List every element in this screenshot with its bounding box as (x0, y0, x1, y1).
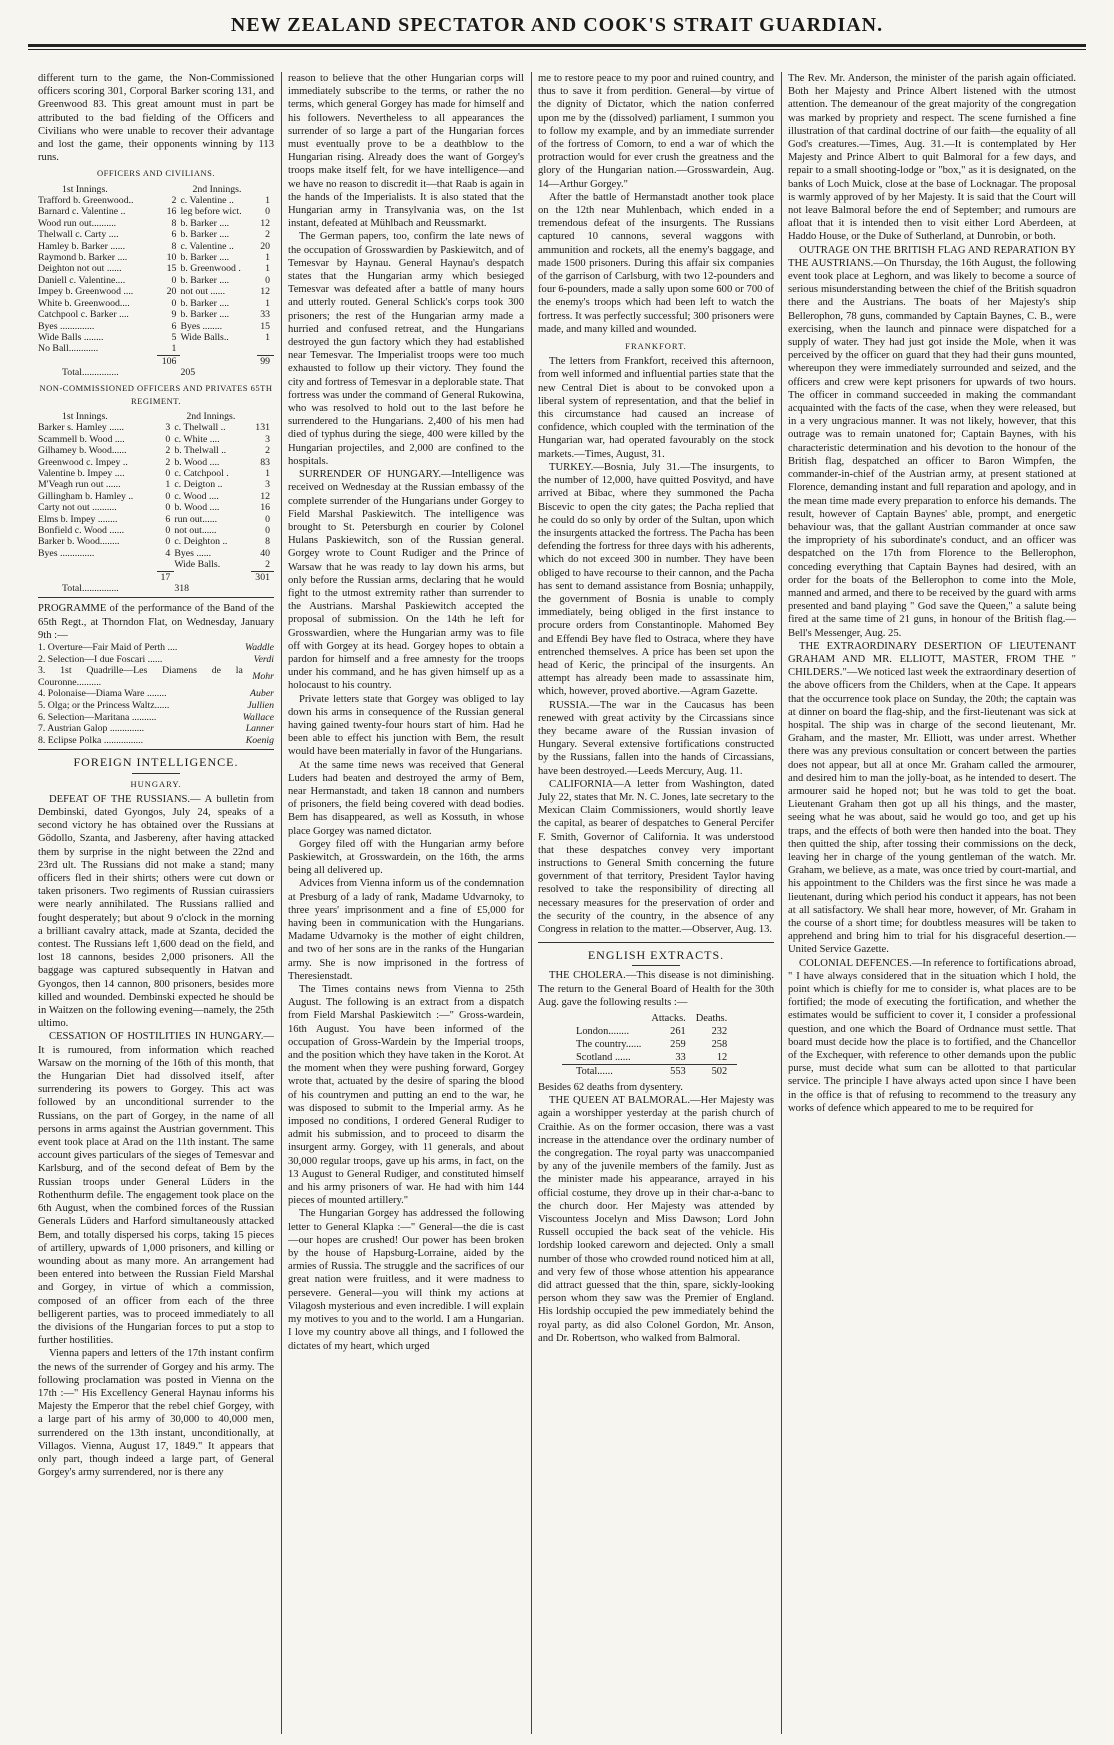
score1-cell: 6 (171, 320, 177, 332)
programme-item (38, 654, 274, 666)
article-lead: DEFEAT OF THE RUSSIANS. (49, 793, 191, 805)
score2-cell: not out...... (174, 525, 217, 536)
score1-row (38, 241, 274, 252)
programme-intro: PROGRAMME of the performance of the Band of the 65th Regt., at Thorndon Flat, on Wednesday, January 9th :— (38, 603, 274, 641)
score2-cell: 0 (165, 490, 171, 502)
score1-row (38, 195, 274, 206)
score1-cell: c. Valentine .. (180, 240, 234, 252)
score2-total: 318 (174, 583, 190, 595)
score2-row (38, 536, 274, 547)
column-rule (781, 72, 782, 1734)
score1-cell: Thelwall c. Carty .... (38, 229, 119, 241)
article-body: —Intelligence was received on Wednesday at the Russian embassy of the complete surrender of the Hungarians under Gorgey to Field Marshal Paskiewitch. The intelligence was brought to St. Petersburgh en courier by Colonel Hulans Paskiewitch, son of the Russian general. Gorgey wrote to Count Rudiger and the Prince of Warsaw that he was ready to lay down his arms, but only before the Russian arms, declaring that he would fight to the utmost extremity rather than surrender to the Austrians. Marshal Paskiewitch accepted the proposal of submission. On the 14th he left for Grosswardien, where the Hungarian army was to file off with Gorgey at its head. Gorgey hopes to obtain a pardon for himself and a free amnesty for the troops under his command, and he has given himself up as a holocaust to his country. (288, 469, 524, 692)
article-colonial-defences (788, 957, 1076, 1115)
score2-cell: Barker b. Wood........ (38, 536, 120, 548)
divider (132, 773, 179, 774)
score1-row (38, 218, 274, 229)
score2-cell: c. Thelwall .. (174, 422, 226, 434)
article-lead: CALIFORNIA (549, 778, 614, 790)
column-rule (281, 72, 282, 1734)
article-california (538, 778, 774, 936)
article-russia (538, 699, 774, 778)
score2-cell: Elms b. Impey ........ (38, 513, 118, 525)
cholera-total-label: Total...... (562, 1065, 651, 1079)
score1-row (38, 309, 274, 320)
article-queen (538, 1094, 774, 1345)
article-paragraph: After the battle of Hermanstadt another took place on the 12th near Muhlenbach, which ended in a tremendous defeat of the insurgents. The Russians captured 10 cannons, several waggons with ammunition and rockets, all the enemy's baggage, and made 1500 prisoners. During this affair six companies of the garrison of Carlsburg, with two 12-pounders and four 6-pounders, made a sally upon some 600 or 700 of the enemy's troops which had been left to watch the fortress. It was perfectly successful; 300 prisoners were made, and many killed and wounded. (538, 191, 774, 335)
cholera-total-deaths: 502 (696, 1065, 737, 1079)
score2-cell: c. Wood .... (174, 490, 219, 502)
column-rule (531, 72, 532, 1734)
score2-cell: 16 (260, 502, 270, 514)
article-body: —We noticed last week the extraordinary desertion of the above officers from the Childers, when at the Cape. It appears that the occurrence took place on Sunday, the 20th; the captain was at dinner on board the flag-ship, and the first-lieutenant was sick at hospital. The ship was in charge of the second lieutenant, Mr. Graham, and the master, Mr. Elliott, was under arrest. Whether there was any previous consultation or concert between the parties does not appear, but all at once Mr. Graham called the armourer, and desired him to man the jolly-boat, as he intended to desert. The armourer said he hoped not; but he was told to get the boat. Lieutenant Graham then got up all his things, and the master, seeing what he was about, said he would go too, and get up his traps, and the effects of both were then handed into the boat. They then quitted the ship, after tossing their commissions on the deck, leaving her in charge of the young gentleman of the watch. Mr. Graham, we believe, as a mate, was once tried by court-martial, and his appointment to the Childers was the first since he was made a lieutenant, during which period his conduct it appears, has not been at all satisfactory. We shall hear more, however, of Mr. Graham in the course of a short time; for doubtless measures will be taken to apprehend and bring him to trial for his disgraceful desertion.—United Service Gazette. (788, 667, 1076, 956)
score1-title: OFFICERS AND CIVILIANS. (97, 168, 215, 179)
score2-cell: Byes ...... (174, 547, 212, 559)
score1-head-2: 2nd Innings. (192, 183, 242, 195)
article-desertion (788, 640, 1076, 957)
article-paragraph: me to restore peace to my poor and ruined country, and thus to save it from perdition. General—by virtue of the dignity of Dictator, which the nation conferred upon me by the (dissolved) parliament, I summon you to follow my example, and by an immediate surrender of the fortress of Comorn, to end a war of which the protraction would for ever crush the greatness and the glory of the Hungarian nation.—Grosswardein, Aug. 14—Arthur Gorgey." (538, 73, 774, 190)
english-extracts-heading: ENGLISH EXTRACTS. (587, 948, 725, 963)
article-paragraph: Gorgey filed off with the Hungarian army before Paskiewitch, at Grosswardein, on the 16th, the arms being all delivered up. (288, 838, 524, 877)
score1-row (38, 252, 274, 263)
hungary-heading: HUNGARY. (130, 778, 182, 789)
score2-cell: c. Catchpool . (174, 467, 229, 479)
score2-cell: 2 (165, 445, 171, 457)
score1-cell: 0 (265, 206, 270, 218)
score2-cell: Bonfield c. Wood ...... (38, 525, 125, 536)
cholera-cell: 33 (675, 1052, 686, 1064)
score2-cell: Wide Balls. (174, 559, 221, 571)
article-paragraph: Advices from Vienna inform us of the condemnation at Presburg of a lady of rank, Madame Udvarnoky, to three years' imprisonment and a fine of £5,000 for having been in communication with the Hungarians. Madame Udvarnoky is the mother of eight children, and two of her sons are in the ranks of the Hungarian army. She is now imprisoned in the fortress of Theresienstadt. (288, 878, 524, 982)
article-paragraph: The Times contains news from Vienna to 25th August. The following is an extract from a dispatch from Field Marshal Paskiewitch :—" Gross-wardein, 16th August. You have been informed of the occupation of Gross-Wardein by the Imperial troops, and the position which they have taken in the Korot. At the moment when they were pushing forward, Gorgey wrote that, actuated by the desire of sparing the blood of his countrymen and putting an end to the war, he was disposed to submit to the Imperial army. As he imposed no conditions, I ordered General Rudiger to admit his submission, and to proceed to disarm the insurgent army. Gorgey, with 11 generals, and about 30,000 regular troops, gave up his arms, in fact, on the 13 August to General Rudiger, and constituted himself and his army prisoners of war. He had with him 144 pieces of mounted artillery." (288, 984, 524, 1207)
article-paragraph: reason to believe that the other Hungarian corps will immediately subscribe to the terms, or rather the no terms, which general Gorgey has made for himself and his followers. Nevertheless to all appearances the surrender of so large a part of the Hungarian forces must eventually prove to be a deathblow to the Hungarian rising. Already does the want of Gorgey's troops make itself felt, for we have intelligence—and we have no reason to discredit it—that Raab is again in the hands of the Imperialists. It is also stated that the Hungarian army in Transylvania was, on the 1st instant, defeated at Mühlbach and Reussmarkt. (288, 73, 524, 230)
score1-total-label: Total............... (62, 367, 119, 379)
score1-cell: 15 (166, 263, 177, 275)
score2-cell: 0 (265, 513, 270, 525)
cholera-cell: The country...... (576, 1039, 642, 1051)
score1-cell: 1 (265, 252, 270, 264)
score2-cell: 4 (165, 547, 171, 559)
score2-cell: Gilhamey b. Wood...... (38, 445, 127, 457)
divider (38, 749, 274, 750)
score2-cell: 0 (165, 502, 171, 514)
column-2 (288, 72, 524, 1734)
score2-cell: b. Thelwall .. (174, 445, 227, 457)
article-body: —On Thursday, the 16th August, the following event took place at Leghorn, and was likely to become a source of serious misunderstanding between the chief of the British squadron there and the Austrians. The boats of her Majesty's ship Bellerophon, 78 guns, commanded by Captain Baynes, C. B., were exercising, when the launch and pinnace were dispatched for a supply of water. They had just got inside the Mole, when it was perceived by the officer on guard that they had their guns mounted, whereupon they were immediately surrounded and seized, and the officers and crew were kept prisoners for upwards of two hours. The officer in command succeeded in making the commandant acquainted with the facts of the case, when they were released, but in a very ungracious manner. It was not likely, however, that this outrage was to remain unatoned for; Captain Baynes, with his characteristic determination and his devotion to the honour of the British flag, despatched an officer to Baron Wimpfen, the commander-in-chief of the Austrian army, at present stationed at Florence, demanding instant and full reparation and apology, and in the mean time made every preparation to enforce his demands. The result, however of Captain Baynes' able, prompt, and energetic behaviour was, that the gallant Austrian commander at once saw the impropriety of his subordinate's conduct, and an officer was despatched on the 17th from Florence to the Bellerophon, conceding everything that Captain Baynes had desired, with an order for the boats of the Bellerophon to come into the Mole, manned and armed, and there to be received by the guard with arms presented and band playing " God save the Queen," a salute being fired at the same time of 21 guns, in honour of the British flag.—Bell's Messenger, Aug. 25. (788, 257, 1076, 639)
score1-cell: Trafford b. Greenwood.. (38, 195, 134, 207)
score1-cell: Impey b. Greenwood .... (38, 286, 134, 298)
score1-cell: 2 (171, 195, 177, 207)
programme-list (38, 642, 274, 746)
score1-row (38, 263, 274, 274)
score1-row (38, 206, 274, 217)
programme-composer: Verdi (253, 653, 274, 665)
score2-cell (157, 559, 174, 571)
cholera-cell: 261 (670, 1026, 686, 1038)
score1-cell: Raymond b. Barker .... (38, 252, 128, 264)
programme-item (38, 723, 274, 735)
programme-item (38, 712, 274, 724)
foreign-intelligence-heading: FOREIGN INTELLIGENCE. (73, 755, 239, 770)
score1-row (38, 298, 274, 309)
score2-cell: 12 (260, 490, 270, 502)
score1-cell: 1 (265, 297, 270, 309)
programme-composer: Mohr (252, 671, 274, 683)
score2-cell: Gillingham b. Hamley .. (38, 490, 134, 502)
score1-cell: 20 (166, 286, 177, 298)
score2-row (38, 502, 274, 513)
article-body: —The war in the Caucasus has been renewed with great activity by the Circassians since they became aware of the Russian invasion of Hungary. Several extensive fortifications constructed by the Russians, fallen into the hands of Circassians, have been destroyed.—Leeds Mercury, Aug. 11. (538, 699, 774, 777)
programme-item (38, 688, 274, 700)
article-paragraph: The Rev. Mr. Anderson, the minister of the parish again officiated. Both her Majesty and Prince Albert listened with the utmost attention. The demeanour of the great majority of the congregation was marked by propriety and respect. The scene furnished a fine illustration of that cardinal doctrine of our faith—the equality of all God's creatures.—Times, Aug. 31.—It is contemplated by Her Majesty and Prince Albert to quit Balmoral for a few days, and repair to a small shooting-lodge or "box," as it is designated, on the banks of Loch Muick, close at the base of Locknagar. The proposal is warmly approved of by her Majesty. It is said that the Court will not leave Balmoral before the end of September; and rumours are afloat that it is intended then to visit either Lord Aberdeen, at Haddo House, or the Duke of Sutherland, at Dunrobin, or both. (788, 73, 1076, 243)
article-paragraph: The Hungarian Gorgey has addressed the following letter to General Klapka :—" General—the die is cast—our hopes are crushed! Our power has been broken by the house of Hapsburg-Lorraine, aided by the armies of Russia. The struggle and the sacrifices of our great nation were fruitless, and it were madness to persevere. General—you will think my actions at Vilagosh mysterious and even incredible. I will explain my motives to you and to the world. I am a Hungarian. I love my country above all things, and I followed the dictates of my heart, which urged (288, 1208, 524, 1352)
cholera-cell: 259 (670, 1039, 686, 1051)
score1-cell: White b. Greenwood.... (38, 297, 130, 309)
score1-cell: 6 (171, 229, 177, 241)
score1-cell: 2 (265, 229, 270, 241)
score1-cell: 0 (171, 274, 177, 286)
score1-cell: 5 (171, 331, 177, 343)
score2-cell: M'Veagh run out ...... (38, 479, 121, 491)
article-body: —Her Majesty was again a worshipper yesterday at the parish church of Craithie. As on the former occasion, there was a vast increase in the attendance over the ordinary number of the congregation. The royal party was unaccompanied by any of the juvenile members of the family. Just as the minister made his appearance, arrayed in his official costume, they drove up in their char-a-banc to the church door. Her Majesty was attended by Viscountess Jocelyn and Miss Dawson; Lord John Russell occupied the back seat of the vehicle. His lordship looked careworn and dejected. Only a small number of those who crowded round noticed him at all, and very few of those whose attention his appearance did attract guessed that the thin, spare, sickly-looking person whom they saw was the Premier of England. His lordship occupied the pew immediately behind the royal party, as did also Colonel Gordon, Mr. Anson, and Dr. Robertson, who walked from Balmoral. (538, 1095, 774, 1344)
score1-table (38, 184, 274, 379)
score2-cell: Carty not out .......... (38, 502, 117, 514)
programme-piece: 4. Polonaise—Diama Ware ........ (38, 688, 167, 700)
score2-cell: 0 (265, 525, 270, 536)
article-outrage (788, 244, 1076, 640)
programme-piece: 1. Overture—Fair Maid of Perth .... (38, 642, 178, 654)
score2-cell: Byes .............. (38, 547, 95, 559)
article-body: —Bosnia, July 31.—The insurgents, to the number of 12,000, have quitted Posvityd, and have arrived at Bibac, where they summoned the Pacha Biscevic to open the city gates; the Pacha replied that he could do so only by order of the Sultan, upon which the insurgents attacked the fortress. The Pacha has been defending the fortress for three days with his adherents, which do not exceed 300 in number. They have been obliged to have recourse to their cannon, and the Pacha has sent to demand assistance from Bosnia; unhappily, the government of Bosnia is unable to comply immediately, being obliged in the first instance to procure orders from Constantinople. Mahomed Bey and Effendi Bey have fled to Ostraca, where they have entrenched themselves. A price has been set upon the head of Keric, the principal of the insurgents. An attempt has already been made to assassinate him, which, however, proved abortive.—Agram Gazette. (538, 461, 774, 698)
score2-row (38, 445, 274, 456)
score2-cell: 0 (165, 467, 171, 479)
article-body: —This disease is not diminishing. The return to the General Board of Health for the 30th Aug. gave the following results :— (538, 970, 774, 1008)
cholera-row (562, 1051, 737, 1065)
article-vienna: Vienna papers and letters of the 17th instant confirm the news of the surrender of Gorgey and his army. The following proclamation was posted in Vienna on the 17th :—" His Excellency General Haynau informs his Majesty the Emperor that the rebel chief Gorgey, with a large part of his army of 30,000 to 40,000 men, surrendered on the 13th instant, unconditionally, at Villagos. Vienna, August 17, 1849." It appears that only part, though indeed a large part, of General Gorgey's army surrendered, nor is there any (38, 1348, 274, 1479)
programme-piece: 5. Olga; or the Princess Waltz...... (38, 700, 170, 712)
score2-cell: Valentine b. Impey .... (38, 467, 125, 479)
cholera-cell: 258 (711, 1039, 728, 1051)
programme-piece: 8. Eclipse Polka ................ (38, 734, 144, 746)
score1-cell: b. Greenwood . (180, 263, 241, 275)
score1-row (38, 332, 274, 343)
article-lead: THE QUEEN AT BALMORAL. (549, 1095, 691, 1107)
programme-piece: 3. 1st Quadrille—Les Diamens de la Couronne.......... (38, 665, 243, 688)
score1-cell: 8 (171, 240, 177, 252)
score2-cell: 3 (165, 422, 171, 434)
score2-cell (38, 559, 157, 571)
score1-cell: No Ball............ (38, 343, 99, 355)
article-lead: CESSATION OF HOSTILITIES IN HUNGARY. (49, 1031, 264, 1043)
score1-row (38, 275, 274, 286)
score2-head-2: 2nd Innings. (186, 410, 236, 422)
score1-subtotal-2: 99 (257, 355, 274, 367)
article-body: —A letter from Washington, dated July 22, states that Mr. N. C. Jones, late secretary to the Mexican Claim Commissioners, would shortly leave the capital, as bearer of despatches to General Percifer F. Smith, Governor of California. It was understood that these despatches convey very important instructions to General Smith concerning the future government of that territory, President Taylor having resolved to take the responsibility of directing all necessary measures for the preservation of order and the security of the country, in the absence of any Congress in relation to the matter.—Observer, Aug. 13. (538, 778, 774, 935)
score1-cell: 12 (260, 286, 270, 298)
score1-cell: 12 (260, 217, 270, 229)
programme-item (38, 700, 274, 712)
article-body: — A bulletin from Dembinski, dated Gyongos, July 24, speaks of a second victory he has obtained over the Russians at Gödollo, Szanta, and Jasbereny, after having attacked them by surprise in the night between the 22nd and 23rd ult. The Russians did not make a stand; many officers fled in their shirts; others were cut down or taken prisoners. Two regiments of Russian cuirassiers were nearly annihilated. The Russians rallied and fought desperately; but about 9 o'clock in the morning a brilliant cavalry attack, made at Szanta, decided the contest. The Russians left 1,600 dead on the field, and lost 18 cannons, besides 2,000 prisoners. All the baggage was captured subsequently in Hatvan and Gyongos, then 14 cannon, 800 prisoners, besides more killed and wounded. Dembinski expected he should be in Waitzen on the following evening—namely, the 25th ultimo. (38, 793, 274, 1030)
programme-item (38, 642, 274, 654)
score1-head-1: 1st Innings. (62, 183, 108, 195)
score1-cell: b. Barker .... (180, 252, 230, 264)
score2-table (38, 411, 274, 595)
score2-head-1: 1st Innings. (62, 410, 108, 422)
score2-cell: 1 (165, 479, 171, 491)
score1-cell: b. Barker .... (180, 229, 230, 241)
score2-cell: 1 (265, 467, 270, 479)
article-paragraph: Besides 62 deaths from dysentery. (538, 1082, 683, 1094)
programme-piece: 7. Austrian Galop .............. (38, 723, 145, 735)
score2-cell: 0 (165, 433, 171, 445)
score1-cell: Byes ........ (180, 320, 223, 332)
score2-row (38, 514, 274, 525)
score1-cell: 1 (171, 343, 177, 355)
score2-row (38, 491, 274, 502)
score1-cell: 1 (265, 195, 270, 207)
score2-cell: 3 (265, 433, 270, 445)
score1-cell: Deighton not out ...... (38, 263, 122, 275)
score1-cell: c. Valentine .. (180, 195, 234, 207)
score1-cell: Hamley b. Barker ...... (38, 240, 126, 252)
score1-cell: 8 (171, 217, 177, 229)
score1-cell: 33 (260, 309, 270, 321)
cholera-head-deaths: Deaths. (695, 1013, 728, 1025)
score2-row (38, 479, 274, 490)
score1-cell: Wide Balls ........ (38, 331, 104, 343)
score2-title: NON-COMMISSIONED OFFICERS AND PRIVATES 65TH REGIMENT. (39, 382, 273, 406)
score2-subtotal-2: 301 (251, 571, 274, 583)
score1-cell: Wood run out.......... (38, 217, 117, 229)
score1-cell: b. Barker .... (180, 217, 230, 229)
article-lead: COLONIAL DEFENCES. (799, 957, 912, 969)
masthead-rule-thin (28, 49, 1086, 50)
score1-cell: 0 (171, 297, 177, 309)
masthead: NEW ZEALAND SPECTATOR AND COOK'S STRAIT GUARDIAN. (230, 14, 884, 36)
score1-cell (257, 343, 274, 355)
score2-row (38, 468, 274, 479)
score1-cell: Barnard c. Valentine .. (38, 206, 126, 218)
divider (38, 597, 274, 598)
score1-total: 205 (180, 367, 196, 379)
score2-cell: 2 (165, 456, 171, 468)
score1-row (38, 343, 274, 355)
article-paragraph: At the same time news was received that General Luders had beaten and destroyed the army of Bem, near Hermanstadt, and taken 18 cannon and numbers of prisoners, the field being covered with dead bodies. Bem has disappeared, as well as Kossuth, in whose place Gorgey was named dictator. (288, 759, 524, 837)
cholera-total-attacks: 553 (651, 1065, 695, 1079)
article-lead: THE EXTRAORDINARY DESERTION OF LIEUTENANT GRAHAM AND MR. ELLIOTT, MASTER, FROM THE " CHILDERS." (788, 640, 1076, 679)
cholera-cell: London........ (576, 1026, 630, 1038)
score1-cell: Catchpool c. Barker .... (38, 309, 129, 321)
score2-cell: 6 (165, 513, 171, 525)
divider (538, 942, 774, 943)
cholera-table (562, 1012, 737, 1078)
score2-cell: b. Wood .... (174, 502, 220, 514)
divider (632, 965, 679, 966)
score1-cell: Byes .............. (38, 320, 95, 332)
article-turkey (538, 461, 774, 699)
article-lead: SURRENDER OF HUNGARY. (299, 469, 442, 481)
column-3 (538, 72, 774, 1734)
frankfort-heading: FRANKFORT. (625, 341, 687, 352)
score2-row (38, 457, 274, 468)
article-body: —In reference to fortifications abroad, " I have always considered that in the situation which I hold, the point which is chiefly for me to consider is, what places are to be fortified; the mode of executing the fortification, and whether the estimates would be sufficient to cover it, I consider a professional question, and one which the Board of Ordnance must settle. That board must decide how the place is to fortified, and the Chancellor of the Exchequer, with reference to other demands upon the public purse, must decide what sum can be allotted to that particular service. The principle I have always acted upon since I have been in the office is that of refusing to recommend to the treasury any works of defence which appeared to me to be required for (788, 957, 1076, 1114)
score2-cell: Barker s. Hamley ...... (38, 422, 124, 434)
score2-row (38, 548, 274, 559)
score1-cell: 15 (260, 320, 270, 332)
score1-cell: 20 (260, 240, 270, 252)
cholera-head-attacks: Attacks. (651, 1013, 686, 1025)
column-1 (38, 72, 274, 1734)
cholera-cell: 12 (716, 1052, 728, 1064)
cholera-cell: 232 (711, 1026, 728, 1038)
score2-cell: 8 (265, 536, 270, 548)
programme-composer: Koenig (245, 734, 274, 746)
score1-cell: 1 (265, 331, 270, 343)
score2-row (38, 525, 274, 536)
cholera-cell: Scotland ...... (576, 1052, 631, 1064)
score1-cell: not out ...... (180, 286, 226, 298)
article-paragraph: The German papers, too, confirm the late news of the occupation of Grosswardien by Paskiewitch, and of Temesvar by Haynau. General Haynau's despatch states that the Hungarian army which besieged Temesvar was defeated after a battle of many hours and utterly routed. General Schlick's corps took 300 prisoners; the rest of the Hungarian army made a hurried and confused retreat, and the Hungarians destroyed the gun factory which they had established near Temesvar. The Imperialist troops were too much exhausted to follow up their victory. They found the city and fortress of Temesvar in a deplorable state. That fortress was under the command of General Rukowina, who was resolved to hold out to the last before he surrendered to the Hungarians. 2,400 of his men had died of typhus during the siege, 400 were killed by the Hungarian projectiles, and 2,000 are confined to the hospitals. (288, 231, 524, 467)
article-lead: TURKEY. (549, 461, 594, 473)
score2-cell: 2 (265, 559, 270, 571)
score2-cell: 83 (260, 456, 270, 468)
score2-cell: c. Deighton .. (174, 536, 228, 548)
score1-row (38, 321, 274, 332)
article-lead: OUTRAGE ON THE BRITISH FLAG AND REPARATION BY THE AUSTRIANS. (788, 244, 1076, 269)
score1-cell: Wide Balls.. (180, 331, 229, 343)
cholera-row (562, 1038, 737, 1051)
cholera-row (562, 1025, 737, 1038)
programme-piece: 2. Selection—I due Foscari ...... (38, 653, 163, 665)
score1-cell: 0 (265, 274, 270, 286)
score2-cell: Greenwood c. Impey .. (38, 456, 128, 468)
article-lead: THE CHOLERA. (549, 970, 626, 982)
programme-composer: Lanner (245, 723, 274, 735)
programme-composer: Jullien (247, 700, 274, 712)
score1-cell: 10 (166, 252, 177, 264)
score2-cell: Scammell b. Wood .... (38, 433, 125, 445)
score1-row (38, 229, 274, 240)
score1-cell: b. Barker .... (180, 274, 230, 286)
cricket-intro: different turn to the game, the Non-Commissioned officers scoring 301, Corporal Barker scoring 131, and Greenwood 83. This great amount must in part be attributed to the bad fielding of the Officers and Civilians who were unable to recover their advantage and lost the game, their opponents winning by 113 runs. (38, 73, 274, 164)
score2-row (38, 434, 274, 445)
score1-cell: 16 (166, 206, 177, 218)
score1-cell: b. Barker .... (180, 297, 230, 309)
score2-row (38, 422, 274, 433)
score2-cell: 131 (255, 422, 270, 434)
score2-cell: 2 (265, 445, 270, 457)
score1-row (38, 286, 274, 297)
article-defeat (38, 793, 274, 1031)
score1-subtotal-1: 106 (157, 355, 180, 367)
score2-cell: run out...... (174, 513, 218, 525)
article-cholera (538, 969, 774, 1009)
article-body: —It is rumoured, from information which reached Warsaw on the morning of the 16th of this month, that the Hungarian Diet had dissolved itself, after surrendering its powers to Gorgey. This act was followed by an unconditional surrender to the Russians, on the part of Gorgey, in the name of all persons in arms against the Austrian government. This event took place at Arad on the 11th instant. The same account gives particulars of the sieges of Temesvar and Karlsburg, and of the second defeat of Bem by the Russian troops under General Lüders in the Rothenthurm defile. The engagement took place on the 6th August, when the combined forces of the Russian Generals Lüders and Harford simultaneously attacked Bem, and totally dispersed his corps, taking 15 pieces of artillery, upwards of 1,000 prisoners, and killing or wounding about as many more. An arrangement had been entered into between the Russian Field Marshal and Gorgey, in virtue of which a commission, composed of an officer from each of the three belligerent parties, was to proceed immediately to all the divisions of the Hungarian forces to put a stop to further hostilities. (38, 1031, 274, 1347)
score2-subtotal-1: 17 (157, 571, 174, 583)
score2-cell: c. Deigton .. (174, 479, 223, 491)
programme-composer: Waddle (244, 642, 274, 654)
score2-cell: 40 (260, 547, 270, 559)
programme-item (38, 665, 274, 688)
score2-row (38, 559, 274, 571)
programme-item (38, 735, 274, 747)
score2-cell: 0 (165, 536, 171, 548)
masthead-rule (28, 44, 1086, 47)
score1-cell: Daniell c. Valentine.... (38, 274, 126, 286)
column-4 (788, 72, 1076, 1734)
score2-cell: b. Wood .... (174, 456, 220, 468)
programme-composer: Auber (250, 688, 274, 700)
score1-cell: 1 (265, 263, 270, 275)
score1-cell: leg before wict. (180, 206, 242, 218)
score2-total-label: Total............... (62, 583, 119, 595)
article-surrender (288, 468, 524, 692)
programme-piece: 6. Selection—Maritana .......... (38, 711, 157, 723)
score2-cell: 0 (165, 525, 171, 536)
score1-cell: b. Barker .... (180, 309, 230, 321)
article-paragraph: The letters from Frankfort, received this afternoon, from well informed and influential parties state that the new Central Diet is about to be convoked upon a liberal system of representation, and that the belief in this circumstance had caused an increase of confidence, which coupled with the termination of the Hungarian war, had operated favourably on the stock markets.—Times, August, 31. (538, 356, 774, 460)
article-paragraph: Private letters state that Gorgey was obliged to lay down his arms in consequence of the Russian general having gained twenty-four hours start of him. Had he been able to effect his junction with Bem, the result would have been materially in favor of the Hungarians. (288, 693, 524, 758)
score2-cell: c. White .... (174, 433, 220, 445)
article-lead: RUSSIA. (549, 699, 590, 711)
score2-cell: 3 (265, 479, 270, 491)
programme-composer: Wallace (242, 711, 274, 723)
score1-cell (180, 343, 256, 355)
article-cessation (38, 1030, 274, 1347)
score1-cell: 9 (171, 309, 177, 321)
